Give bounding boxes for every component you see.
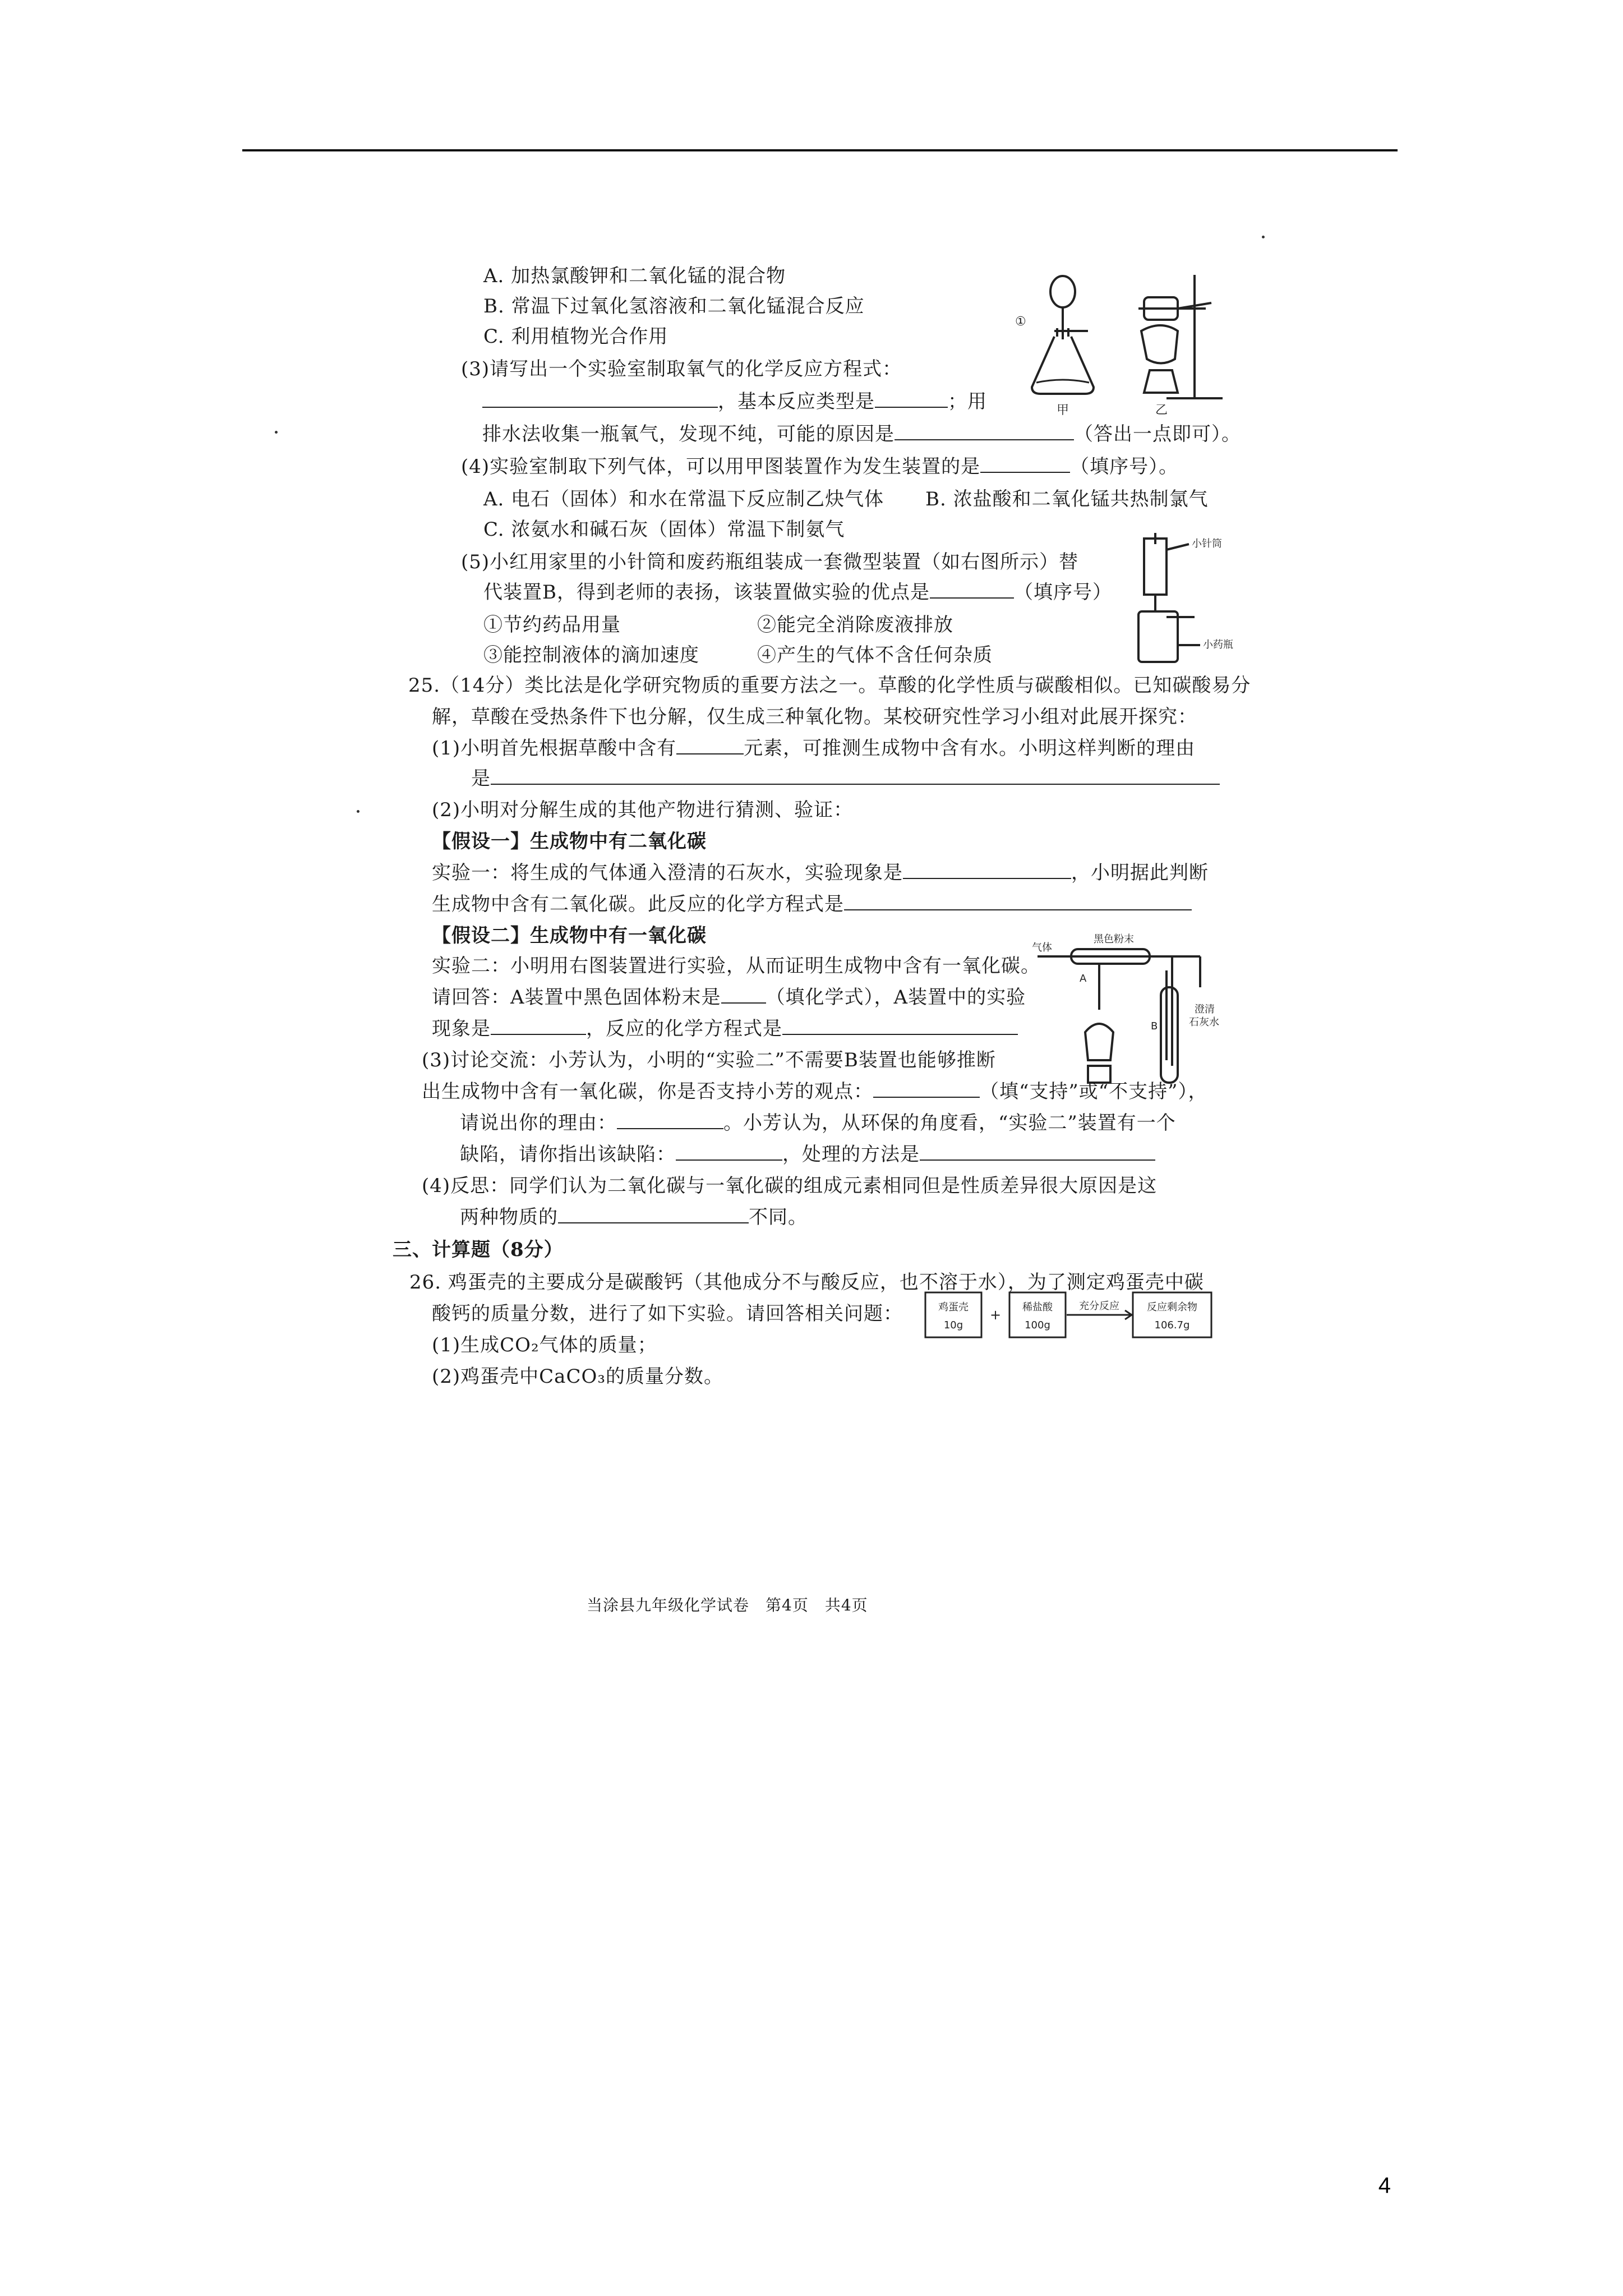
experiment-1-line: 实验一：将生成的气体通入澄清的石灰水，实验现象是 ，小明据此判断 [432,862,1209,884]
q25-1-reason: 是 [471,766,1220,791]
q3-blank-line: ，基本反应类型是 ；用 [482,389,987,414]
syringe-label: 小针筒 [1192,538,1222,550]
q5-choice-2: ②能完全消除废液排放 [757,614,953,636]
experiment-1-line-2: 生成物中含有二氧化碳。此反应的化学方程式是 [432,892,1192,917]
q25-2-line: (2)小明对分解生成的其他产物进行猜测、验证： [432,799,854,821]
q4-option-b: B. 浓盐酸和二氧化锰共热制氯气 [925,488,1209,510]
experiment-2-phenomenon: 现象是 ，反应的化学方程式是 [432,1016,1018,1041]
black-powder-label: 黑色粉末 [1094,933,1134,945]
limewater-label-2: 石灰水 [1189,1016,1219,1028]
q3-line: (3)请写出一个实验室制取氧气的化学反应方程式： [461,358,902,380]
q25-3-line-4: 缺陷，请你指出该缺陷： ，处理的方法是 [460,1142,1155,1167]
q25-3-line: (3)讨论交流：小芳认为，小明的“实验二”不需要B装置也能够推断 [422,1049,996,1071]
q5-line: (5)小红用家里的小针筒和废药瓶组装成一套微型装置（如右图所示）替 [461,551,1079,573]
box-eggshell-mass: 10g [943,1319,963,1331]
a-label: A [1080,973,1087,984]
answer-blank[interactable] [491,1017,586,1035]
answer-blank[interactable] [895,422,1074,440]
hypothesis-2: 【假设二】生成物中有一氧化碳 [432,924,707,947]
box-acid-mass: 100g [1025,1319,1050,1331]
limewater-label-1: 澄清 [1195,1004,1215,1015]
answer-blank[interactable] [903,861,1071,879]
scan-speck [275,431,278,434]
q5-line-2: 代装置B，得到老师的表扬，该装置做实验的优点是 （填序号） [483,581,1112,604]
micro-device-figure [1127,533,1273,668]
q25-4-line-2: 两种物质的 不同。 [460,1206,808,1228]
q25-line-1: 25.（14分）类比法是化学研究物质的重要方法之一。草酸的化学性质与碳酸相似。已知碳酸易分 [408,674,1251,697]
q26-line-2: 酸钙的质量分数，进行了如下实验。请回答相关问题： [432,1303,903,1325]
answer-blank[interactable] [482,390,718,408]
q26-sub-1: (1)生成CO₂气体的质量； [432,1334,657,1356]
q5-choice-4: ④产生的气体不含任何杂质 [757,644,993,666]
q3-collect-line: 排水法收集一瓶氧气，发现不纯，可能的原因是 （答出一点即可）。 [482,423,1241,445]
figure-label-yi: 乙 [1155,403,1168,417]
figure-label-circle1: ① [1015,315,1026,329]
scan-speck [357,810,359,813]
answer-blank[interactable] [844,892,1192,910]
gas-label: 气体 [1032,942,1052,954]
page-number: 4 [1378,2173,1391,2198]
answer-blank[interactable] [873,1080,980,1098]
q25-4-line: (4)反思：同学们认为二氧化碳与一氧化碳的组成元素相同但是性质差异很大原因是这 [422,1175,1158,1197]
q26-sub-2: (2)鸡蛋壳中CaCO₃的质量分数。 [432,1365,723,1388]
answer-blank[interactable] [558,1205,749,1223]
q25-3-line-2: 出生成物中含有一氧化碳，你是否支持小芳的观点： （填“支持”或“不支持”）， [422,1080,1208,1103]
q4-option-c: C. 浓氨水和碱石灰（固体）常温下制氨气 [483,518,845,541]
box-residue-title: 反应剩余物 [1147,1301,1197,1313]
q26-line-1: 26. 鸡蛋壳的主要成分是碳酸钙（其他成分不与酸反应，也不溶于水），为了测定鸡蛋壳中碳 [409,1271,1204,1294]
plus-sign: + [989,1307,1002,1323]
b-label: B [1151,1020,1158,1032]
q5-choice-3: ③能控制液体的滴加速度 [483,644,699,666]
q5-choice-1: ①节约药品用量 [483,614,621,636]
answer-blank[interactable] [920,1143,1155,1161]
experiment-2-line: 实验二：小明用右图装置进行实验，从而证明生成物中含有一氧化碳。 [432,955,1040,977]
answer-blank[interactable] [930,581,1014,599]
answer-blank[interactable] [676,1143,782,1161]
answer-blank[interactable] [875,390,948,408]
answer-blank[interactable] [980,455,1070,473]
hypothesis-1: 【假设一】生成物中有二氧化碳 [432,830,707,853]
scan-speck [1262,236,1265,238]
figure-label-jia: 甲 [1057,403,1069,417]
q25-1-line: (1)小明首先根据草酸中含有 元素，可推测生成物中含有水。小明这样判断的理由 [432,737,1196,760]
header-rule [242,149,1398,151]
answer-blank[interactable] [721,986,766,1004]
arrow-label: 充分反应 [1079,1300,1119,1312]
answer-blank[interactable] [676,737,744,754]
answer-blank[interactable] [617,1111,723,1129]
q25-3-line-3: 请说出你的理由： 。小芳认为，从环保的角度看，“实验二”装置有一个 [460,1112,1176,1134]
box-eggshell-title: 鸡蛋壳 [938,1301,969,1313]
co-experiment-figure [1032,931,1234,1099]
section-3-heading: 三、计算题（8分） [393,1239,564,1261]
option-b-line: B. 常温下过氧化氢溶液和二氧化锰混合反应 [483,295,865,318]
footer-text: 当涂县九年级化学试卷 第4页 共4页 [587,1596,868,1614]
q4-line: (4)实验室制取下列气体，可以用甲图装置作为发生装置的是 （填序号）。 [461,455,1179,478]
reaction-flow-figure [920,1287,1223,1349]
experiment-2-answer: 请回答：A装置中黑色固体粉末是 （填化学式），A装置中的实验 [432,986,1026,1009]
option-a-line: A. 加热氯酸钾和二氧化锰的混合物 [483,265,786,287]
box-residue-mass: 106.7g [1154,1319,1190,1331]
answer-blank[interactable] [782,1017,1018,1035]
q25-line-2: 解，草酸在受热条件下也分解，仅生成三种氧化物。某校研究性学习小组对此展开探究： [432,706,1197,728]
bottle-label: 小药瓶 [1203,639,1233,651]
answer-blank[interactable] [491,767,1220,785]
option-c-line: C. 利用植物光合作用 [483,325,668,348]
box-acid-title: 稀盐酸 [1022,1301,1053,1313]
q4-option-a: A. 电石（固体）和水在常温下反应制乙炔气体 [483,488,884,510]
apparatus-jia-yi-figure [1009,264,1245,421]
